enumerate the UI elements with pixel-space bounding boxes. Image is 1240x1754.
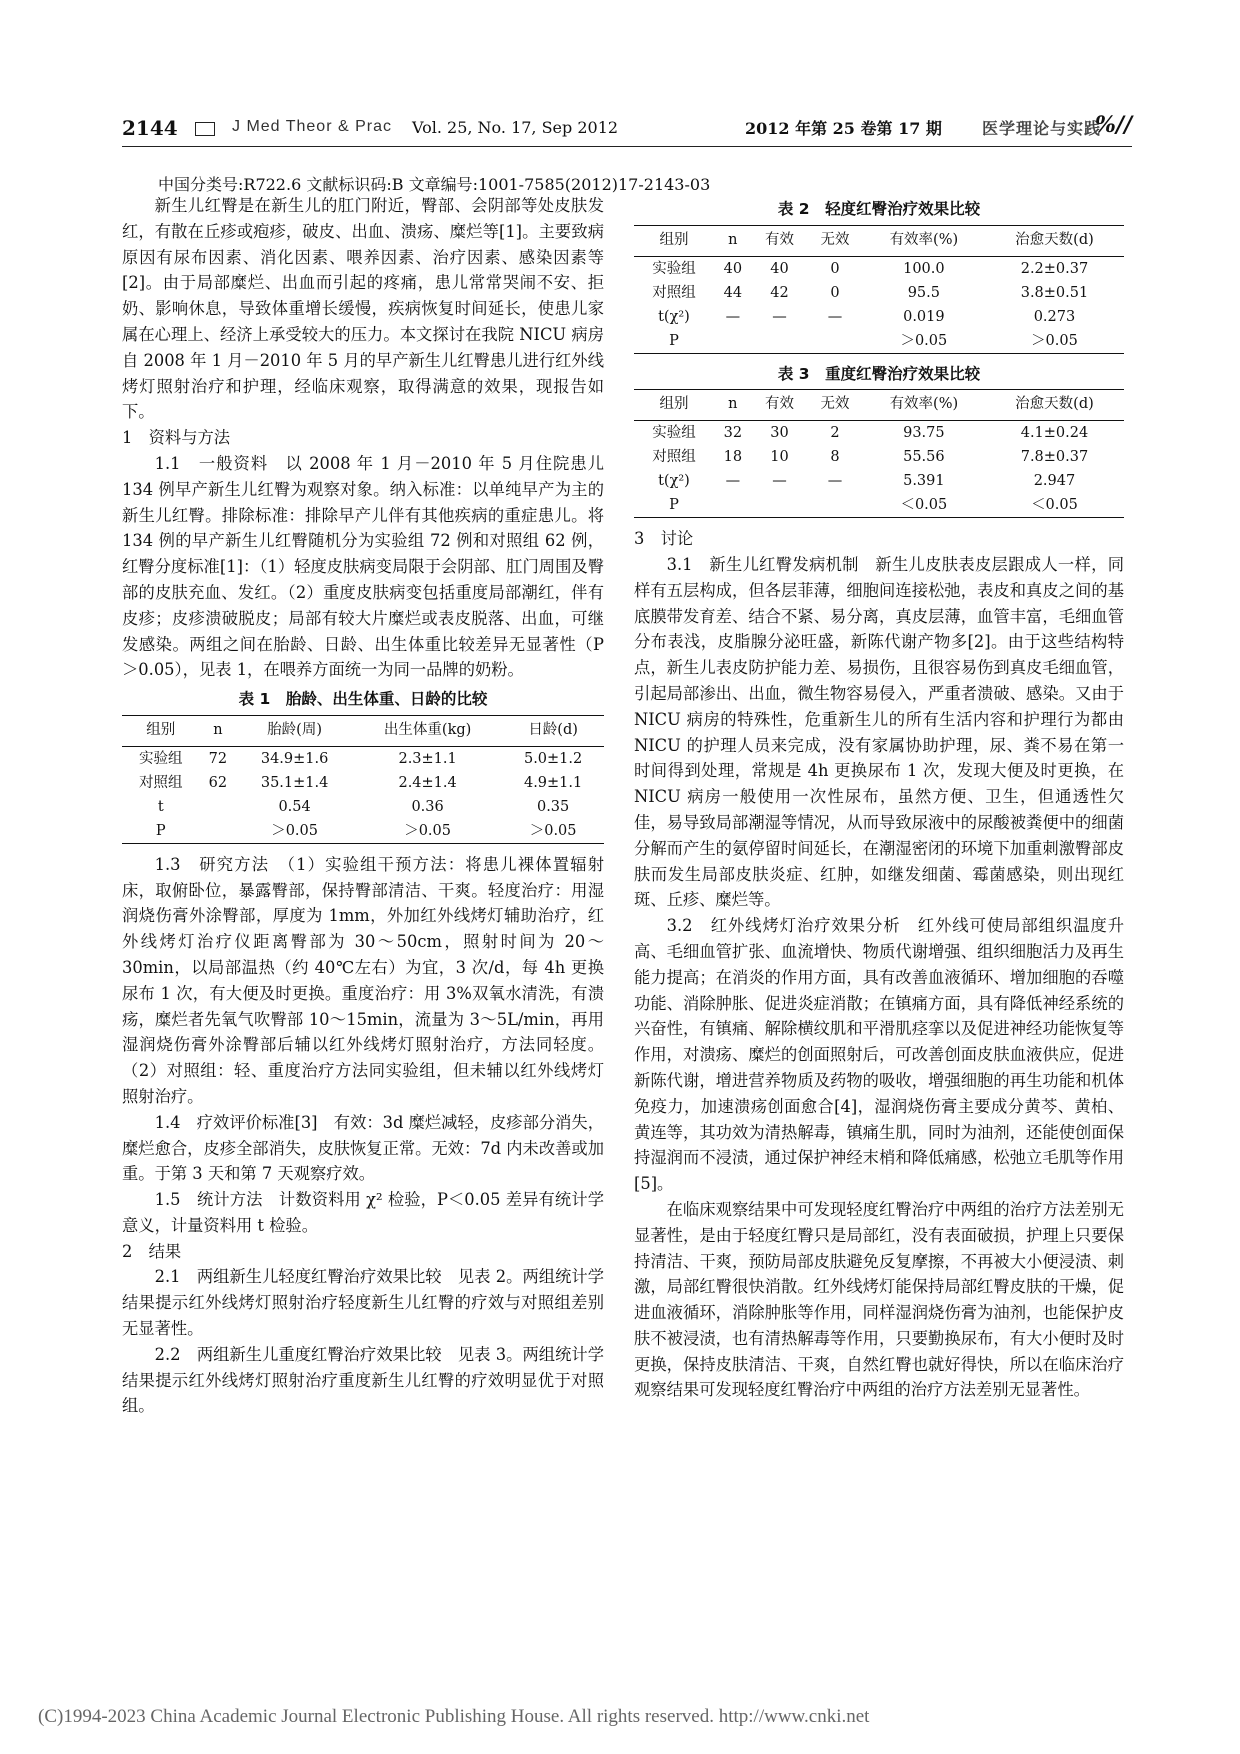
td: 55.56 (903, 449, 945, 466)
td: 2 (830, 425, 840, 442)
table-row (634, 421, 1124, 446)
table-row (122, 819, 604, 844)
th: 组别 (634, 225, 714, 256)
td: ＞0.05 (863, 329, 985, 354)
table-row (634, 329, 1124, 354)
td: 0.273 (1033, 308, 1076, 325)
td: 对照组 (652, 449, 696, 466)
paragraph-1-1: 1.1 一般资料 以 2008 年 1 月－2010 年 5 月住院患儿 134 例早产新生儿红臀为观察对象。纳入标准：以单纯早产为主的新生儿红臀。排除标准：排除早产儿伴有其他疾病的重症患儿。将 134 例的早产新生儿红臀随机分为实验组 72 例和对照组 62 例，红臀分度标准[1]：（1）轻度皮肤病变局限于会阴部、肛门周围及臀部的皮肤充血、发红。（2）重度皮肤病变包括重度局部潮红，伴有皮疹；皮疹溃破脱皮；局部有较大片糜烂或表皮脱落、出血，可继发感染。两组之间在胎龄、日龄、出生体重比较差异无显著性（P＞0.05），见表 1，在喂养方面统一为同一品牌的奶粉。 (122, 453, 604, 680)
td: ＞0.05 (353, 819, 502, 844)
page-number: 2144 (122, 116, 178, 140)
th: 无效 (807, 225, 863, 256)
table2-caption: 表 2 轻度红臀治疗效果比较 (777, 200, 981, 218)
td: 实验组 (652, 260, 696, 277)
th: n (200, 715, 237, 746)
table-row (634, 281, 1124, 305)
td (200, 819, 237, 844)
td: 0.36 (411, 798, 444, 815)
td: 7.8±0.37 (1020, 449, 1089, 466)
td: t(χ²) (658, 308, 690, 325)
th: 组别 (634, 390, 714, 421)
td (714, 493, 752, 518)
table2 (634, 225, 1124, 354)
td: 8 (830, 449, 840, 466)
td: 5.0±1.2 (523, 750, 583, 767)
td (807, 329, 863, 354)
table-header-row (122, 715, 604, 746)
volume-info: Vol. 25, No. 17, Sep 2012 (412, 118, 619, 137)
td: 44 (723, 284, 743, 301)
th: 有效 (752, 225, 808, 256)
paragraph-final: 在临床观察结果中可发现轻度红臀治疗中两组的治疗方法差别无显著性，是由于轻度红臀只是局部红，没有表面破损，护理上只要保持清洁、干爽，预防局部皮肤避免反复摩擦，不再被大小便浸渍、刺激，局部红臀很快消散。红外线烤灯能保持局部红臀皮肤的干燥，促进血液循环，消除肿胀等作用，同样湿润烧伤膏为油剂，也能保护皮肤不被浸渍，也有清热解毒等作用，只要勤换尿布，有大小便时及时更换，保持皮肤清洁、干爽，自然红臀也就好得快，所以在临床治疗观察结果可发现轻度红臀治疗中两组的治疗方法差别无显著性。 (634, 1199, 1124, 1400)
td: 10 (770, 449, 789, 466)
td: t (157, 798, 164, 815)
td (200, 795, 237, 819)
td (807, 493, 863, 518)
td: 95.5 (907, 284, 940, 301)
th: n (714, 225, 752, 256)
issue-info-cn: 2012 年第 25 卷第 17 期 (745, 119, 942, 138)
table3-caption: 表 3 重度红臀治疗效果比较 (777, 364, 981, 383)
table1 (122, 715, 604, 844)
td (752, 329, 808, 354)
left-column (122, 193, 604, 1419)
th: 有效 (752, 390, 808, 421)
td: 30 (770, 425, 789, 442)
td: P (634, 493, 714, 518)
td: — (827, 473, 843, 490)
td: ＜0.05 (863, 493, 985, 518)
td: 100.0 (903, 260, 945, 277)
header-rule (122, 146, 1132, 147)
th: 无效 (807, 390, 863, 421)
td: 5.391 (903, 473, 945, 490)
table-row (634, 469, 1124, 493)
td: 93.75 (903, 425, 945, 442)
td: 4.9±1.1 (523, 774, 583, 791)
table-header-row (634, 225, 1124, 256)
td: 35.1±1.4 (260, 774, 329, 791)
table1-caption: 表 1 胎龄、出生体重、日龄的比较 (238, 690, 488, 709)
th: 组别 (122, 715, 200, 746)
section-heading: 1 资料与方法 (122, 428, 231, 448)
page-header (122, 112, 1132, 148)
journal-logo: %// (1095, 112, 1132, 138)
table3 (634, 389, 1124, 518)
section-heading: 3 讨论 (634, 529, 694, 549)
td: 32 (723, 425, 743, 442)
td: ＞0.05 (502, 819, 604, 844)
paragraph-1-5: 1.5 统计方法 计数资料用 χ² 检验，P＜0.05 差异有统计学意义，计量资料用 t 检验。 (122, 1190, 604, 1235)
table-row (634, 445, 1124, 469)
td: 42 (770, 284, 789, 301)
td: P (634, 329, 714, 354)
td: 2.2±0.37 (1020, 260, 1089, 277)
paragraph-1-4: 1.4 疗效评价标准[3] 有效：3d 糜烂减轻，皮疹部分消失，糜烂愈合，皮疹全部消失，皮肤恢复正常。无效：7d 内未改善或加重。于第 3 天和第 7 天观察疗效。 (122, 1112, 604, 1184)
table-row (634, 305, 1124, 329)
td: 实验组 (139, 750, 183, 767)
td: 对照组 (652, 284, 696, 301)
td: — (772, 473, 787, 490)
td: 3.8±0.51 (1020, 284, 1089, 301)
td: P (122, 819, 200, 844)
td: — (725, 308, 741, 325)
td: t(χ²) (658, 473, 690, 490)
td: 2.4±1.4 (398, 774, 457, 791)
td: 0 (830, 284, 840, 301)
td: 2.3±1.1 (398, 750, 457, 767)
td: 实验组 (652, 425, 696, 442)
right-column (634, 193, 1124, 1403)
paragraph-2-1: 2.1 两组新生儿轻度红臀治疗效果比较 见表 2。两组统计学结果提示红外线烤灯照射治疗轻度新生儿红臀的疗效与对照组差别无显著性。 (122, 1267, 604, 1339)
td: 0.019 (903, 308, 945, 325)
paragraph-3-1: 3.1 新生儿红臀发病机制 新生儿皮肤表皮层跟成人一样，同样有五层构成，但各层菲薄，细胞间连接松弛，表皮和真皮之间的基底膜带发育差、结合不紧、易分离，真皮层薄，血管丰富，毛细血管分布表浅，皮脂腺分泌旺盛，新陈代谢产物多[2]。由于这些结构特点，新生儿表皮防护能力差、易损伤，且很容易伤到真皮毛细血管，引起局部渗出、出血，微生物容易侵入，严重者溃破、感染。又由于 NICU 病房的特殊性，危重新生儿的所有生活内容和护理行为都由 NICU 的护理人员来完成，没有家属协助护理，尿、粪不易在第一时间得到处理，常规是 4h 更换尿布 1 次，发现大便及时更换，在 NICU 病房一般使用一次性尿布，虽然方便、卫生，但通透性欠佳，易导致局部潮湿等情况，从而导致尿液中的尿酸被粪便中的细菌分解而产生的氨停留时间延长，在潮湿密闭的环境下加重刺激臀部皮肤而发生局部皮肤炎症、红肿，如继发细菌、霉菌感染，则出现红斑、丘疹、糜烂等。 (634, 554, 1124, 910)
td: 0 (830, 260, 840, 277)
td: 0.54 (278, 798, 311, 815)
table-row (122, 746, 604, 771)
intro-paragraph: 新生儿红臀是在新生儿的肛门附近，臀部、会阴部等处皮肤发红，有散在丘疹或疱疹，破皮、出血、溃疡、糜烂等[1]。主要致病原因有尿布因素、消化因素、喂养因素、治疗因素、感染因素等[2]。由于局部糜烂、出血而引起的疼痛，患儿常常哭闹不安、拒奶、影响休息，导致体重增长缓慢，疾病恢复时间延长，使患儿家属在心理上、经济上承受较大的压力。本文探讨在我院 NICU 病房自 2008 年 1 月－2010 年 5 月的早产新生儿红臀患儿进行红外线烤灯照射治疗和护理，经临床观察，取得满意的效果，现报告如下。 (122, 196, 604, 422)
td: 0.35 (536, 798, 570, 815)
th: 有效率(%) (863, 390, 985, 421)
td: — (725, 473, 741, 490)
journal-name-en: J Med Theor & Prac (232, 118, 392, 135)
journal-name-cn: 医学理论与实践 (982, 119, 1102, 138)
table-row (634, 256, 1124, 281)
td (714, 329, 752, 354)
td: 4.1±0.24 (1020, 425, 1089, 442)
classification-line: 中国分类号:R722.6 文献标识码:B 文章编号:1001-7585(2012)17-2143-03 (158, 175, 711, 194)
td: 62 (208, 774, 228, 791)
td: 40 (723, 260, 743, 277)
table-row (634, 493, 1124, 518)
paragraph-3-2: 3.2 红外线烤灯治疗效果分析 红外线可使局部组织温度升高、毛细血管扩张、血流增快、物质代谢增强、组织细胞活力及再生能力提高；在消炎的作用方面，具有改善血液循环、增加细胞的吞噬功能、消除肿胀、促进炎症消散；在镇痛方面，具有降低神经系统的兴奋性，有镇痛、解除横纹肌和平滑肌痉挛以及促进神经功能恢复等作用，对溃疡、糜烂的创面照射后，可改善创面皮肤血液供应，促进新陈代谢，增进营养物质及药物的吸收，增强细胞的再生功能和机体免疫力，加速溃疡创面愈合[4]，湿润烧伤膏主要成分黄芩、黄柏、黄连等，其功效为清热解毒，镇痛生肌，同时为油剂，还能使创面保持湿润而不浸渍，通过保护神经末梢和降低痛感，松弛立毛肌等作用[5]。 (634, 916, 1124, 1194)
paragraph-2-2: 2.2 两组新生儿重度红臀治疗效果比较 见表 3。两组统计学结果提示红外线烤灯照射治疗重度新生儿红臀的疗效明显优于对照组。 (122, 1344, 604, 1416)
table-row (122, 795, 604, 819)
td: — (772, 308, 787, 325)
td: ＞0.05 (236, 819, 353, 844)
th: 日龄(d) (502, 715, 604, 746)
th: 出生体重(kg) (353, 715, 502, 746)
td: 对照组 (139, 774, 183, 791)
paragraph-1-3: 1.3 研究方法 （1）实验组干预方法：将患儿裸体置辐射床，取俯卧位，暴露臀部，保持臀部清洁、干爽。轻度治疗：用湿润烧伤膏外涂臀部，厚度为 1mm，外加红外线烤灯辅助治疗，红外线烤灯治疗仪距离臀部为 30～50cm，照射时间为 20～30min，以局部温热（约 40℃左右）为宜，3 次/d，每 4h 更换尿布 1 次，有大便及时更换。重度治疗：用 3%双氧水清洗，有溃疡，糜烂者先氧气吹臀部 10～15min，流量为 3～5L/min，再用湿润烧伤膏外涂臀部后辅以红外线烤灯照射治疗，方法同轻度。（2）对照组：轻、重度治疗方法同实验组，但未辅以红外线烤灯照射治疗。 (122, 854, 604, 1106)
td: 72 (208, 750, 228, 767)
td: ＞0.05 (985, 329, 1124, 354)
th: 有效率(%) (863, 225, 985, 256)
table-header-row (634, 390, 1124, 421)
td: 2.947 (1033, 473, 1076, 490)
section-heading: 2 结果 (122, 1241, 182, 1261)
td (752, 493, 808, 518)
th: 胎龄(周) (236, 715, 353, 746)
header-box-icon (195, 122, 215, 136)
th: 治愈天数(d) (985, 390, 1124, 421)
td: 34.9±1.6 (260, 750, 329, 767)
td: — (827, 308, 843, 325)
th: 治愈天数(d) (985, 225, 1124, 256)
th: n (714, 390, 752, 421)
table-row (122, 771, 604, 795)
copyright-footer: (C)1994-2023 China Academic Journal Electronic Publishing House. All rights reserved. http://www.cnki.net (38, 1706, 870, 1727)
td: ＜0.05 (985, 493, 1124, 518)
td: 40 (770, 260, 789, 277)
td: 18 (723, 449, 743, 466)
